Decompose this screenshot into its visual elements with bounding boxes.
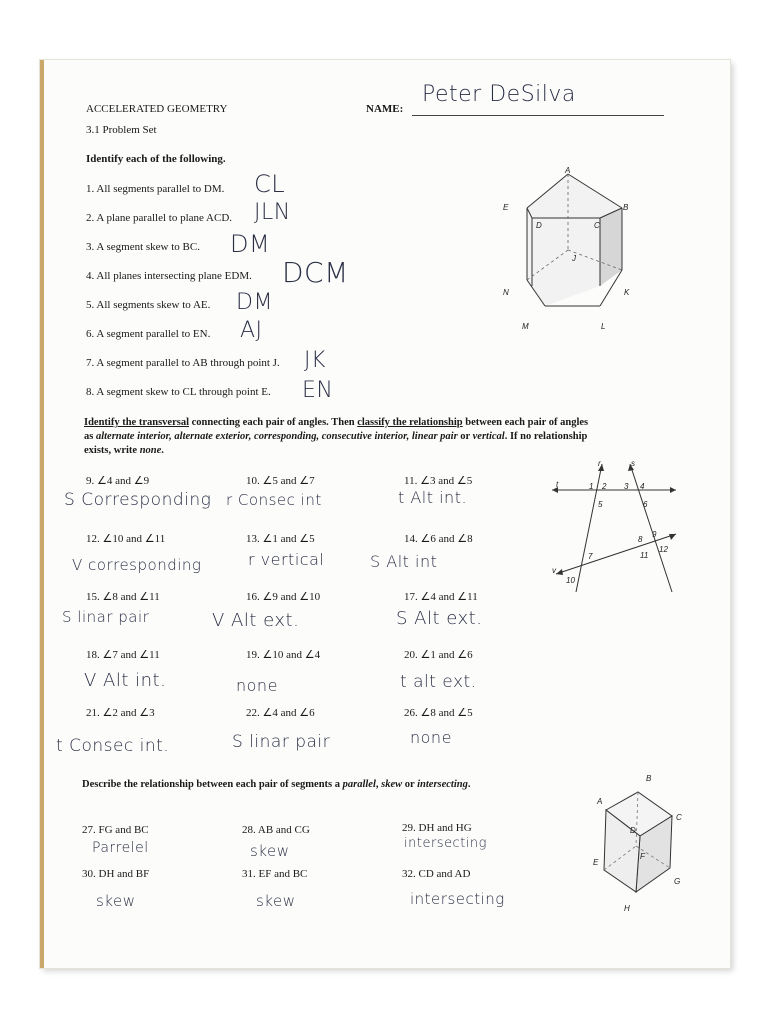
question-1: 1. All segments parallel to DM. bbox=[86, 183, 225, 195]
box-label-f: F bbox=[640, 852, 645, 861]
prism-label-c: C bbox=[594, 221, 600, 230]
question-2: 2. A plane parallel to plane ACD. bbox=[86, 212, 233, 224]
question-22: 22. ∠4 and ∠6 bbox=[246, 707, 315, 719]
instr-vertical: vertical bbox=[472, 431, 505, 442]
question-30: 30. DH and BF bbox=[82, 868, 150, 880]
answer-13: r vertical bbox=[248, 550, 325, 569]
question-13: 13. ∠1 and ∠5 bbox=[246, 533, 315, 545]
question-19: 19. ∠10 and ∠4 bbox=[246, 649, 321, 661]
box-label-g: G bbox=[674, 877, 681, 886]
prism-label-e: E bbox=[503, 203, 509, 212]
question-12: 12. ∠10 and ∠11 bbox=[86, 533, 166, 545]
angle-label-10: 10 bbox=[566, 576, 575, 585]
instr-part3: . If no relationship bbox=[504, 431, 588, 442]
angle-label-4: 4 bbox=[640, 482, 645, 491]
box-label-c: C bbox=[676, 813, 682, 822]
box-label-b: B bbox=[646, 774, 652, 783]
angle-label-11: 11 bbox=[640, 551, 649, 560]
question-18: 18. ∠7 and ∠11 bbox=[86, 649, 160, 661]
section2-instructions bbox=[84, 416, 684, 458]
answer-6: AJ bbox=[240, 318, 263, 343]
question-31: 31. EF and BC bbox=[242, 868, 308, 880]
box-figure bbox=[592, 780, 692, 910]
angle-label-6: 6 bbox=[643, 500, 648, 509]
answer-5: DM bbox=[236, 290, 273, 315]
question-26: 26. ∠8 and ∠5 bbox=[404, 707, 473, 719]
answer-21: t Consec int. bbox=[56, 736, 170, 756]
instr-or: or bbox=[457, 431, 473, 442]
prism-figure bbox=[490, 160, 660, 340]
question-4: 4. All planes intersecting plane EDM. bbox=[86, 270, 252, 282]
prism-label-a: A bbox=[565, 166, 571, 175]
answer-8: EN bbox=[302, 378, 334, 403]
s3-title-intersecting: intersecting bbox=[417, 779, 468, 790]
answer-22: S linar pair bbox=[232, 732, 331, 752]
angle-label-9: 9 bbox=[652, 530, 657, 539]
paper-edge bbox=[40, 60, 44, 968]
trans-label-t: t bbox=[556, 480, 559, 489]
instr-part2: between each pair of angles bbox=[462, 417, 589, 428]
s3-title-d: . bbox=[467, 779, 471, 790]
question-5: 5. All segments skew to AE. bbox=[86, 299, 211, 311]
angle-label-8: 8 bbox=[638, 535, 643, 544]
answer-14: S Alt int bbox=[370, 552, 438, 571]
course-title: ACCELERATED GEOMETRY bbox=[86, 103, 228, 115]
answer-17: S Alt ext. bbox=[396, 608, 483, 629]
question-29: 29. DH and HG bbox=[402, 822, 472, 834]
question-9: 9. ∠4 and ∠9 bbox=[86, 475, 150, 487]
instr-classify: classify the relationship bbox=[357, 417, 463, 428]
box-label-h: H bbox=[624, 904, 630, 913]
question-8: 8. A segment skew to CL through point E. bbox=[86, 386, 271, 398]
answer-32: intersecting bbox=[410, 890, 505, 908]
answer-19: none bbox=[236, 676, 278, 695]
question-16: 16. ∠9 and ∠10 bbox=[246, 591, 321, 603]
answer-12: V corresponding bbox=[72, 556, 202, 574]
prism-label-k: K bbox=[624, 288, 630, 297]
angle-label-5: 5 bbox=[598, 500, 603, 509]
question-3: 3. A segment skew to BC. bbox=[86, 241, 200, 253]
question-7: 7. A segment parallel to AB through point J. bbox=[86, 357, 280, 369]
answer-20: t alt ext. bbox=[400, 672, 477, 692]
question-10: 10. ∠5 and ∠7 bbox=[246, 475, 315, 487]
trans-label-r: r bbox=[598, 459, 601, 468]
instr-exists: exists, write bbox=[84, 445, 140, 456]
instr-transversal: Identify the transversal bbox=[84, 417, 189, 428]
answer-31: skew bbox=[256, 892, 296, 910]
answer-28: skew bbox=[250, 842, 290, 860]
angle-label-7: 7 bbox=[588, 552, 593, 561]
angle-label-2: 2 bbox=[602, 482, 607, 491]
prism-label-m: M bbox=[522, 322, 529, 331]
question-14: 14. ∠6 and ∠8 bbox=[404, 533, 473, 545]
answer-4: DCM bbox=[282, 256, 349, 289]
s3-title-a: Describe the relationship between each pair of segments a bbox=[82, 779, 343, 790]
instr-types: alternate interior, alternate exterior, corresponding, consecutive interior, linear pair bbox=[95, 431, 458, 442]
instr-end: . bbox=[161, 445, 164, 456]
name-line bbox=[412, 115, 664, 116]
s3-title-skew: skew bbox=[381, 779, 403, 790]
question-11: 11. ∠3 and ∠5 bbox=[404, 475, 473, 487]
answer-15: S linar pair bbox=[62, 608, 150, 626]
answer-29: intersecting bbox=[404, 836, 487, 851]
box-label-e: E bbox=[593, 858, 599, 867]
section3-title bbox=[82, 779, 471, 790]
prism-label-j: J bbox=[572, 254, 576, 263]
answer-18: V Alt int. bbox=[84, 670, 167, 691]
answer-3: DM bbox=[230, 230, 271, 258]
answer-27: Parrelel bbox=[92, 840, 149, 856]
prism-label-n: N bbox=[503, 288, 509, 297]
answer-11: t Alt int. bbox=[398, 488, 468, 507]
question-28: 28. AB and CG bbox=[242, 824, 310, 836]
answer-16: V Alt ext. bbox=[212, 610, 300, 631]
box-label-a: A bbox=[597, 797, 603, 806]
s3-title-b: , bbox=[375, 779, 382, 790]
s3-title-c: or bbox=[402, 779, 418, 790]
prism-label-b: B bbox=[623, 203, 629, 212]
question-20: 20. ∠1 and ∠6 bbox=[404, 649, 473, 661]
instr-none: none bbox=[139, 445, 162, 456]
trans-label-s: s bbox=[631, 459, 635, 468]
prism-label-l: L bbox=[601, 322, 606, 331]
answer-9: S Corresponding bbox=[64, 490, 212, 510]
trans-label-v: v bbox=[552, 566, 556, 575]
question-32: 32. CD and AD bbox=[402, 868, 471, 880]
student-name: Peter DeSilva bbox=[422, 82, 576, 107]
question-21: 21. ∠2 and ∠3 bbox=[86, 707, 155, 719]
angle-label-3: 3 bbox=[624, 482, 629, 491]
question-6: 6. A segment parallel to EN. bbox=[86, 328, 211, 340]
box-label-d: D bbox=[630, 826, 636, 835]
angle-label-1: 1 bbox=[589, 482, 594, 491]
section1-title: Identify each of the following. bbox=[86, 153, 226, 165]
question-15: 15. ∠8 and ∠11 bbox=[86, 591, 160, 603]
question-17: 17. ∠4 and ∠11 bbox=[404, 591, 478, 603]
angle-label-12: 12 bbox=[659, 545, 668, 554]
prism-label-d: D bbox=[536, 221, 542, 230]
answer-26: none bbox=[410, 728, 452, 747]
instr-part1: connecting each pair of angles. Then bbox=[189, 417, 358, 428]
answer-10: r Consec int bbox=[226, 491, 322, 509]
problem-set-title: 3.1 Problem Set bbox=[86, 124, 157, 136]
s3-title-parallel: parallel bbox=[342, 779, 376, 790]
question-27: 27. FG and BC bbox=[82, 824, 149, 836]
answer-7: JK bbox=[304, 348, 326, 373]
name-label: NAME: bbox=[366, 103, 404, 115]
answer-30: skew bbox=[96, 892, 136, 910]
instr-as: as bbox=[84, 431, 96, 442]
answer-1: CL bbox=[254, 170, 286, 198]
answer-2: JLN bbox=[254, 200, 291, 225]
